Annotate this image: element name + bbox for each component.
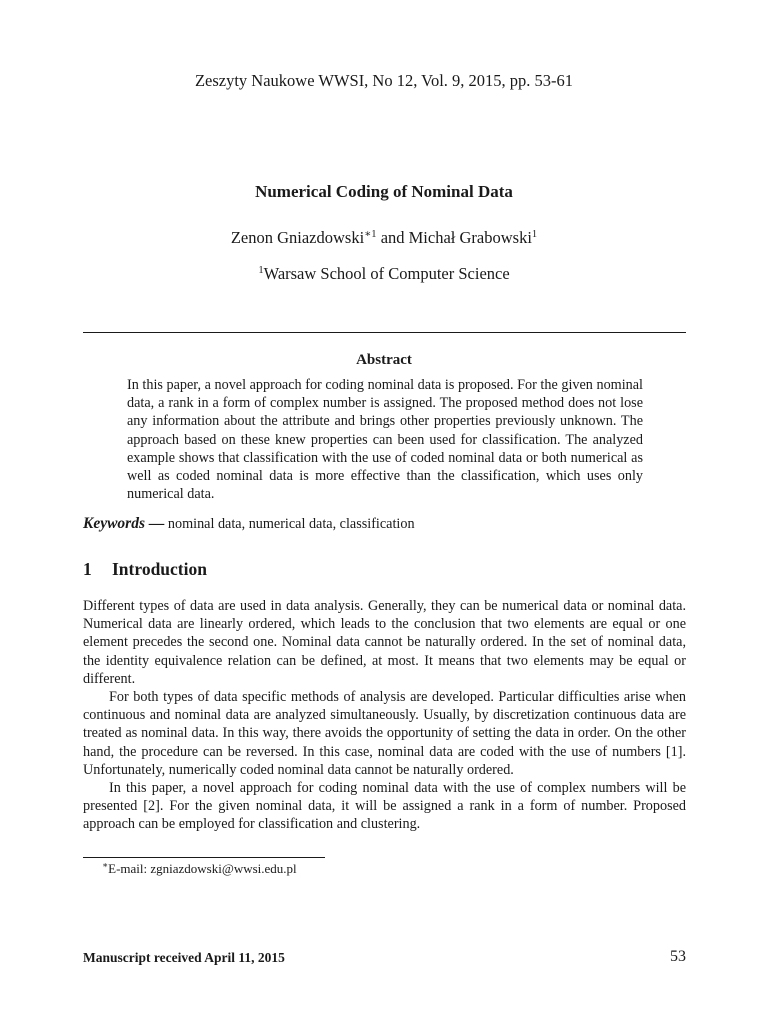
author-1-marks: ∗1 [364, 229, 377, 240]
footnote-rule [83, 857, 325, 858]
abstract-heading: Abstract [356, 352, 412, 368]
author-1-name: Zenon Gniazdowski [230, 228, 365, 247]
manuscript-received: Manuscript received April 11, 2015 [83, 950, 285, 965]
paper-title: Numerical Coding of Nominal Data [255, 182, 513, 201]
footnote-email: E-mail: zgniazdowski@wwsi.edu.pl [108, 861, 297, 876]
footnote-mark: ∗ [102, 860, 109, 870]
author-2-marks: 1 [531, 229, 538, 240]
journal-header: Zeszyty Naukowe WWSI, No 12, Vol. 9, 2015, pp. 53-61 [194, 71, 574, 90]
keywords-text: nominal data, numerical data, classification [167, 516, 415, 532]
intro-paragraph-3: In this paper, a novel approach for coding nominal data with the use of complex numbers will be presented [2]. For the given nominal data, it will be assigned a rank in a form of number. Proposed approach can be employed for classification and clustering. [83, 780, 686, 833]
section-heading [83, 559, 207, 580]
author-joiner: and [376, 228, 409, 247]
footnote [102, 861, 297, 877]
page-number: 53 [670, 948, 686, 965]
affiliation-line [0, 264, 768, 284]
introduction-body [83, 597, 686, 834]
section-title: Introduction [112, 559, 207, 579]
author-2-name: Michał Grabowski [408, 228, 532, 247]
intro-paragraph-2: For both types of data specific methods of analysis are developed. Particular difficulties arise when continuous and nominal data are analyzed simultaneously. Usually, by discretization continuous data are treated as nominal data. In this way, there avoids the opportunity of setting the data in order. On the other hand, the procedure can be reversed. In this case, nominal data are coded with the use of numbers [1]. Unfortunately, numerically coded nominal data cannot be naturally ordered. [83, 689, 686, 778]
affiliation: Warsaw School of Computer Science [263, 264, 510, 283]
header-rule [83, 332, 686, 333]
abstract-text: In this paper, a novel approach for coding nominal data is proposed. For the given nominal data, a rank in a form of complex number is assigned. The proposed method does not lose any information about the attribute and brings other properties previously unknown. The approach based on these knew properties can been used for classification. The analyzed example shows that classification with the use of coded nominal data or both numerical as well as coded nominal data is more effective than the classification, which uses only numerical data. [127, 377, 643, 503]
author-line [0, 228, 768, 248]
affiliation-mark: 1 [258, 265, 264, 276]
keywords-label: Keywords — [83, 515, 165, 532]
keywords-line [83, 515, 686, 533]
section-number: 1 [83, 559, 92, 579]
intro-paragraph-1: Different types of data are used in data analysis. Generally, they can be numerical data or nominal data. Numerical data are linearly ordered, which leads to the conclusion that two elements are equal or one element precedes the second one. Nominal data cannot be naturally ordered. In the set of nominal data, the identity equivalence relation can be defined, at most. It means that two elements may be equal or different. [83, 598, 686, 687]
